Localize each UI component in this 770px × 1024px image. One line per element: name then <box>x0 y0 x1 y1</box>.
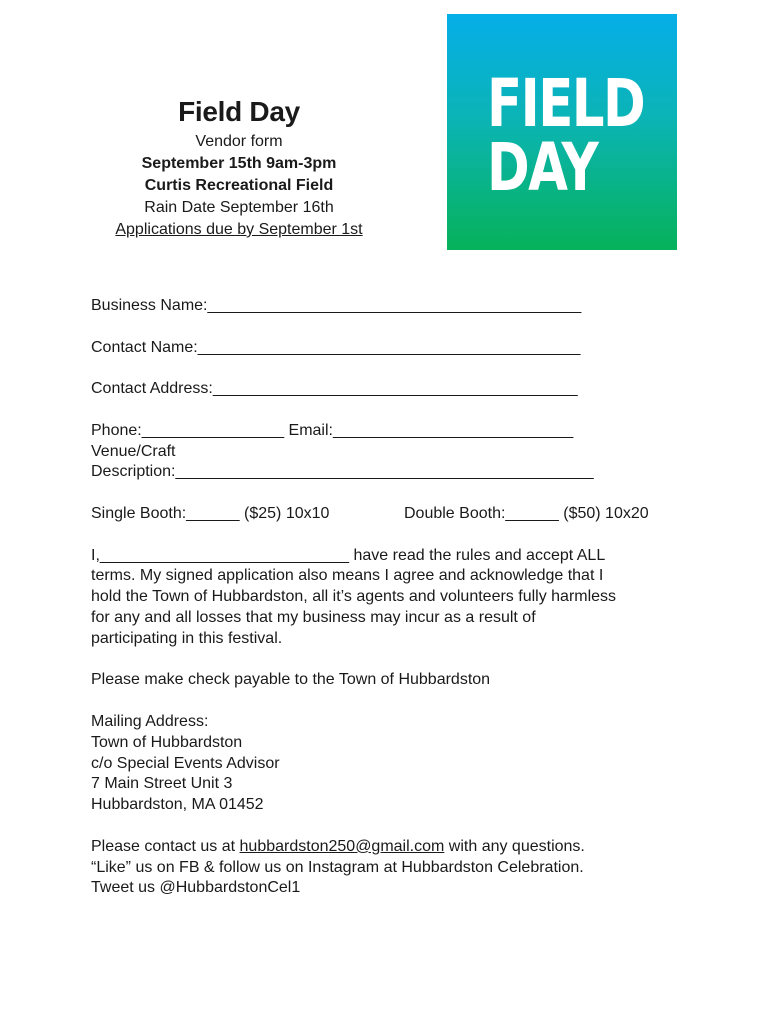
vendor-form-body <box>91 296 691 899</box>
spacer <box>91 650 691 671</box>
agreement-line: hold the Town of Hubbardston, all it’s agents and volunteers fully harmless <box>91 588 617 606</box>
business-name-field[interactable]: Business Name:__________________________________________ <box>91 297 582 314</box>
mailing-address <box>91 712 691 816</box>
contact-name-field[interactable]: Contact Name:___________________________________________ <box>91 338 581 356</box>
event-date-time: September 15th 9am-3pm <box>141 155 337 172</box>
application-deadline: Applications due by September 1st <box>115 221 363 238</box>
spacer <box>91 358 691 379</box>
contact-email-link[interactable]: hubbardston250@gmail.com <box>239 837 445 855</box>
mailing-line: 7 Main Street Unit 3 <box>91 775 233 793</box>
page-title: Field Day <box>178 96 300 127</box>
logo-line-day: DAY <box>487 129 598 206</box>
spacer <box>91 483 691 504</box>
social-line: “Like” us on FB & follow us on Instagram at Hubbardston Celebration. <box>91 858 584 876</box>
agreement-line: terms. My signed application also means I agree and acknowledge that I <box>91 567 604 585</box>
mailing-heading: Mailing Address: <box>91 712 209 730</box>
logo-text <box>487 65 645 206</box>
form-subtitle: Vendor form <box>195 133 283 150</box>
logo-line-field: FIELD <box>487 65 645 142</box>
spacer <box>91 816 691 837</box>
contact-address-field[interactable]: Contact Address:_________________________________________ <box>91 380 578 398</box>
mailing-line: Town of Hubbardston <box>91 733 243 751</box>
agreement-line[interactable]: I,____________________________ have read the rules and accept ALL <box>91 546 606 564</box>
agreement-line: participating in this festival. <box>91 629 283 647</box>
rain-date: Rain Date September 16th <box>144 199 334 216</box>
mailing-line: c/o Special Events Advisor <box>91 754 280 772</box>
spacer <box>91 525 691 546</box>
spacer <box>91 691 691 712</box>
booth-options <box>91 504 691 525</box>
contact-line <box>91 837 691 858</box>
contact-prefix: Please contact us at <box>91 837 240 855</box>
spacer <box>91 400 691 421</box>
agreement-paragraph <box>91 546 691 650</box>
contact-suffix: with any questions. <box>444 837 585 855</box>
field-day-logo <box>447 14 677 250</box>
mailing-line: Hubbardston, MA 01452 <box>91 796 264 814</box>
spacer <box>91 317 691 338</box>
event-location: Curtis Recreational Field <box>144 177 334 194</box>
phone-email-field[interactable]: Phone:________________ Email:___________________________ <box>91 421 574 439</box>
twitter-line: Tweet us @HubbardstonCel1 <box>91 879 301 897</box>
payment-note: Please make check payable to the Town of Hubbardston <box>91 671 491 689</box>
double-booth-field[interactable]: Double Booth:______ ($50) 10x20 <box>404 504 649 522</box>
single-booth-field[interactable]: Single Booth:______ ($25) 10x10 <box>91 504 330 522</box>
form-header <box>90 94 388 241</box>
description-field[interactable]: Description:_______________________________________________ <box>91 463 594 481</box>
agreement-line: for any and all losses that my business may incur as a result of <box>91 608 536 626</box>
venue-craft-label: Venue/Craft <box>91 442 176 460</box>
